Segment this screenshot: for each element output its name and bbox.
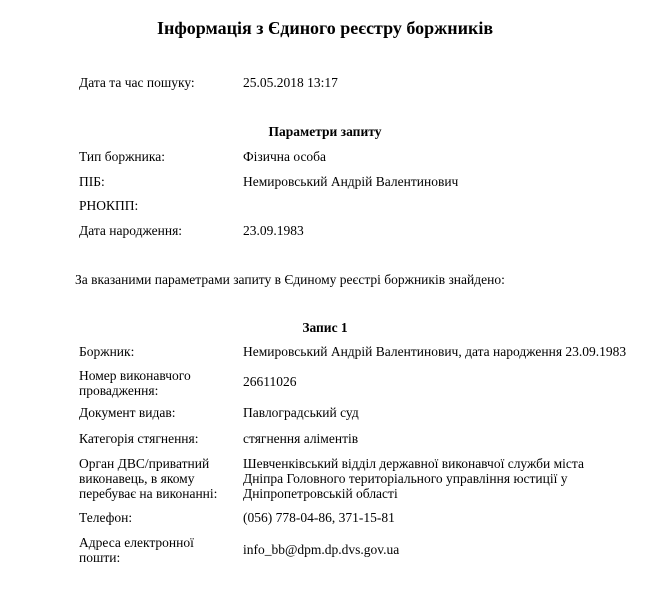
search-date-label: Дата та час пошуку: [79, 75, 195, 90]
record-heading: Запис 1 [302, 320, 348, 335]
document-label: Документ видав: [79, 405, 176, 420]
page-title: Інформація з Єдиного реєстру боржників [156, 18, 494, 38]
debtor-type-label: Тип боржника: [79, 149, 165, 164]
phone-value: (056) 778-04-86, 371-15-81 [243, 510, 395, 525]
organ-value [243, 456, 584, 501]
organ-label-line: виконавець, в якому [79, 471, 195, 486]
email-label-line: пошти: [79, 550, 121, 565]
found-text: За вказаними параметрами запиту в Єдиному реєстрі боржників знайдено: [75, 272, 505, 287]
document-value: Павлоградський суд [243, 405, 359, 420]
organ-label-line: перебуває на виконанні: [79, 486, 218, 501]
debtor-type-value: Фізична особа [243, 149, 327, 164]
category-value: стягнення аліментів [243, 431, 359, 446]
organ-value-line: Дніпра Головного територіального управління юстиції у [243, 471, 568, 486]
params-heading: Параметри запиту [268, 124, 382, 139]
organ-label [79, 456, 217, 501]
email-value: info_bb@dpm.dp.dvs.gov.ua [243, 542, 400, 557]
organ-value-line: Дніпропетровській області [243, 486, 398, 501]
name-label: ПІБ: [79, 174, 105, 189]
email-label-line: Адреса електронної [79, 535, 194, 550]
organ-value-line: Шевченківський відділ державної виконавчої служби міста [243, 456, 584, 471]
organ-label-line: Орган ДВС/приватний [79, 456, 210, 471]
birth-date-label: Дата народження: [79, 223, 183, 238]
search-date-value: 25.05.2018 13:17 [243, 75, 338, 90]
proceeding-label [79, 368, 191, 398]
debtor-value: Немировський Андрій Валентинович, дата народження 23.09.1983 [243, 344, 627, 359]
rnokpp-label: РНОКПП: [79, 198, 139, 213]
debtor-label: Боржник: [79, 344, 135, 359]
birth-date-value: 23.09.1983 [243, 223, 304, 238]
proceeding-label-line: провадження: [79, 383, 159, 398]
name-value: Немировський Андрій Валентинович [243, 174, 459, 189]
proceeding-value: 26611026 [243, 374, 297, 389]
proceeding-label-line: Номер виконавчого [79, 368, 191, 383]
phone-label: Телефон: [79, 510, 133, 525]
category-label: Категорія стягнення: [79, 431, 199, 446]
email-label [79, 535, 194, 565]
